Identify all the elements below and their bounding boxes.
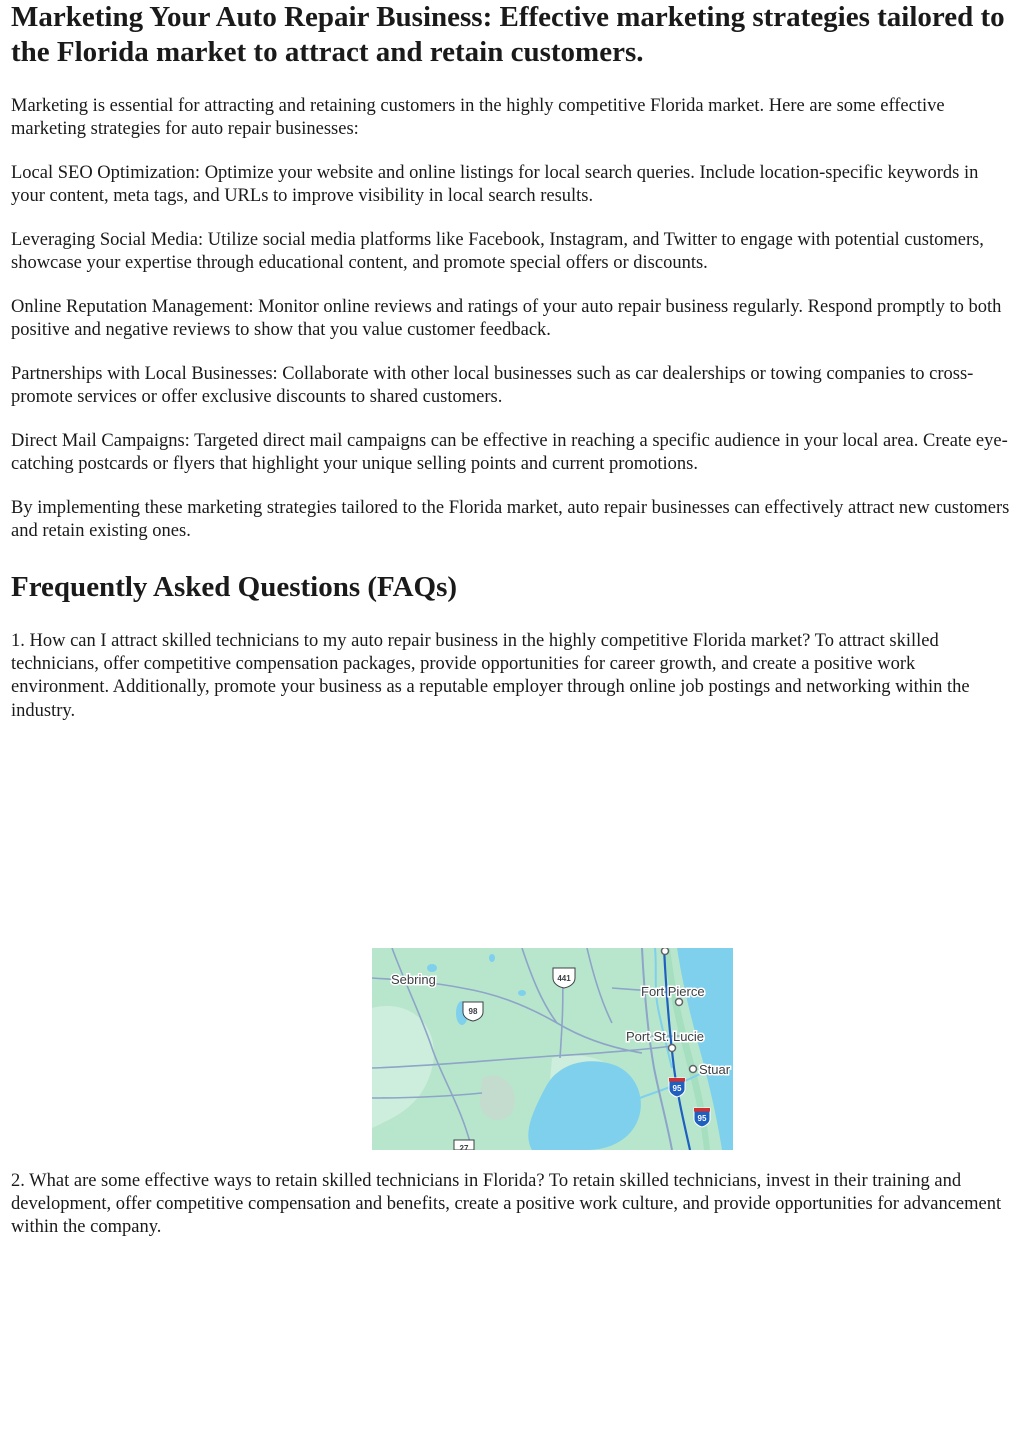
map-label-fort-pierce: Fort Pierce: [641, 984, 705, 999]
svg-text:95: 95: [697, 1114, 707, 1123]
map-city-marker: [690, 1066, 697, 1073]
intro-paragraph: Marketing is essential for attracting and retaining customers in the highly competitive Florida market. Here are some effective marketing strategies for auto repair businesses:: [11, 96, 945, 140]
map-city-marker: [676, 999, 683, 1006]
strategy-reputation-management: Online Reputation Management: Monitor online reviews and ratings of your auto repair business regularly. Respond promptly to both positive and negative reviews to show that you value customer feedback.: [11, 297, 1002, 341]
us-441-shield: [553, 968, 575, 988]
page-title: Marketing Your Auto Repair Business: Effective marketing strategies tailored to the Florida market to attract and retain customers.: [11, 1, 1005, 68]
svg-text:27: 27: [459, 1144, 469, 1150]
map-city-marker: [669, 1045, 676, 1052]
map-image[interactable]: [372, 948, 733, 1150]
map-lake: [489, 954, 495, 962]
svg-text:98: 98: [468, 1007, 478, 1016]
strategy-direct-mail: Direct Mail Campaigns: Targeted direct mail campaigns can be effective in reaching a specific audience in your local area. Create eye-catching postcards or flyers that highlight your unique selling points and current promotions.: [11, 431, 1008, 475]
us-98-shield: [463, 1002, 483, 1021]
strategy-local-partnerships: Partnerships with Local Businesses: Collaborate with other local businesses such as car dealerships or towing companies to cross-promote services or offer exclusive discounts to shared customers.: [11, 364, 974, 408]
us-27-shield: [454, 1140, 474, 1150]
conclusion-paragraph: By implementing these marketing strategies tailored to the Florida market, auto repair businesses can effectively attract new customers and retain existing ones.: [11, 498, 1010, 542]
strategy-social-media: Leveraging Social Media: Utilize social media platforms like Facebook, Instagram, and Twitter to engage with potential customers, showcase your expertise through educational content, and promote special offers or discounts.: [11, 230, 984, 274]
map-city-marker: [662, 948, 669, 955]
map-label-stuart: Stuar: [699, 1062, 731, 1077]
faq-heading: Frequently Asked Questions (FAQs): [11, 571, 458, 603]
map-label-sebring: Sebring: [391, 972, 436, 987]
i-95-shield: [669, 1078, 685, 1097]
i-95-shield: [694, 1108, 710, 1127]
svg-text:441: 441: [557, 974, 571, 983]
faq-item-1: 1. How can I attract skilled technicians to my auto repair business in the highly competitive Florida market? To attract skilled technicians, offer competitive compensation packages, provide opportunities for career growth, and create a positive work environment. Additionally, promote your business as a reputable employer through online job postings and networking within the industry.: [11, 631, 970, 721]
map-lake: [427, 964, 437, 972]
svg-text:95: 95: [672, 1084, 682, 1093]
map-lake: [518, 990, 526, 996]
map-canvas: [372, 948, 733, 1150]
map-label-port-st-lucie: Port St. Lucie: [626, 1029, 705, 1044]
faq-item-2: 2. What are some effective ways to retain skilled technicians in Florida? To retain skilled technicians, invest in their training and development, offer competitive compensation and benefits, create a positive work culture, and provide opportunities for advancement within the company.: [11, 1171, 1002, 1238]
strategy-local-seo: Local SEO Optimization: Optimize your website and online listings for local search queries. Include location-specific keywords in your content, meta tags, and URLs to improve visibility in local search results.: [11, 163, 979, 207]
